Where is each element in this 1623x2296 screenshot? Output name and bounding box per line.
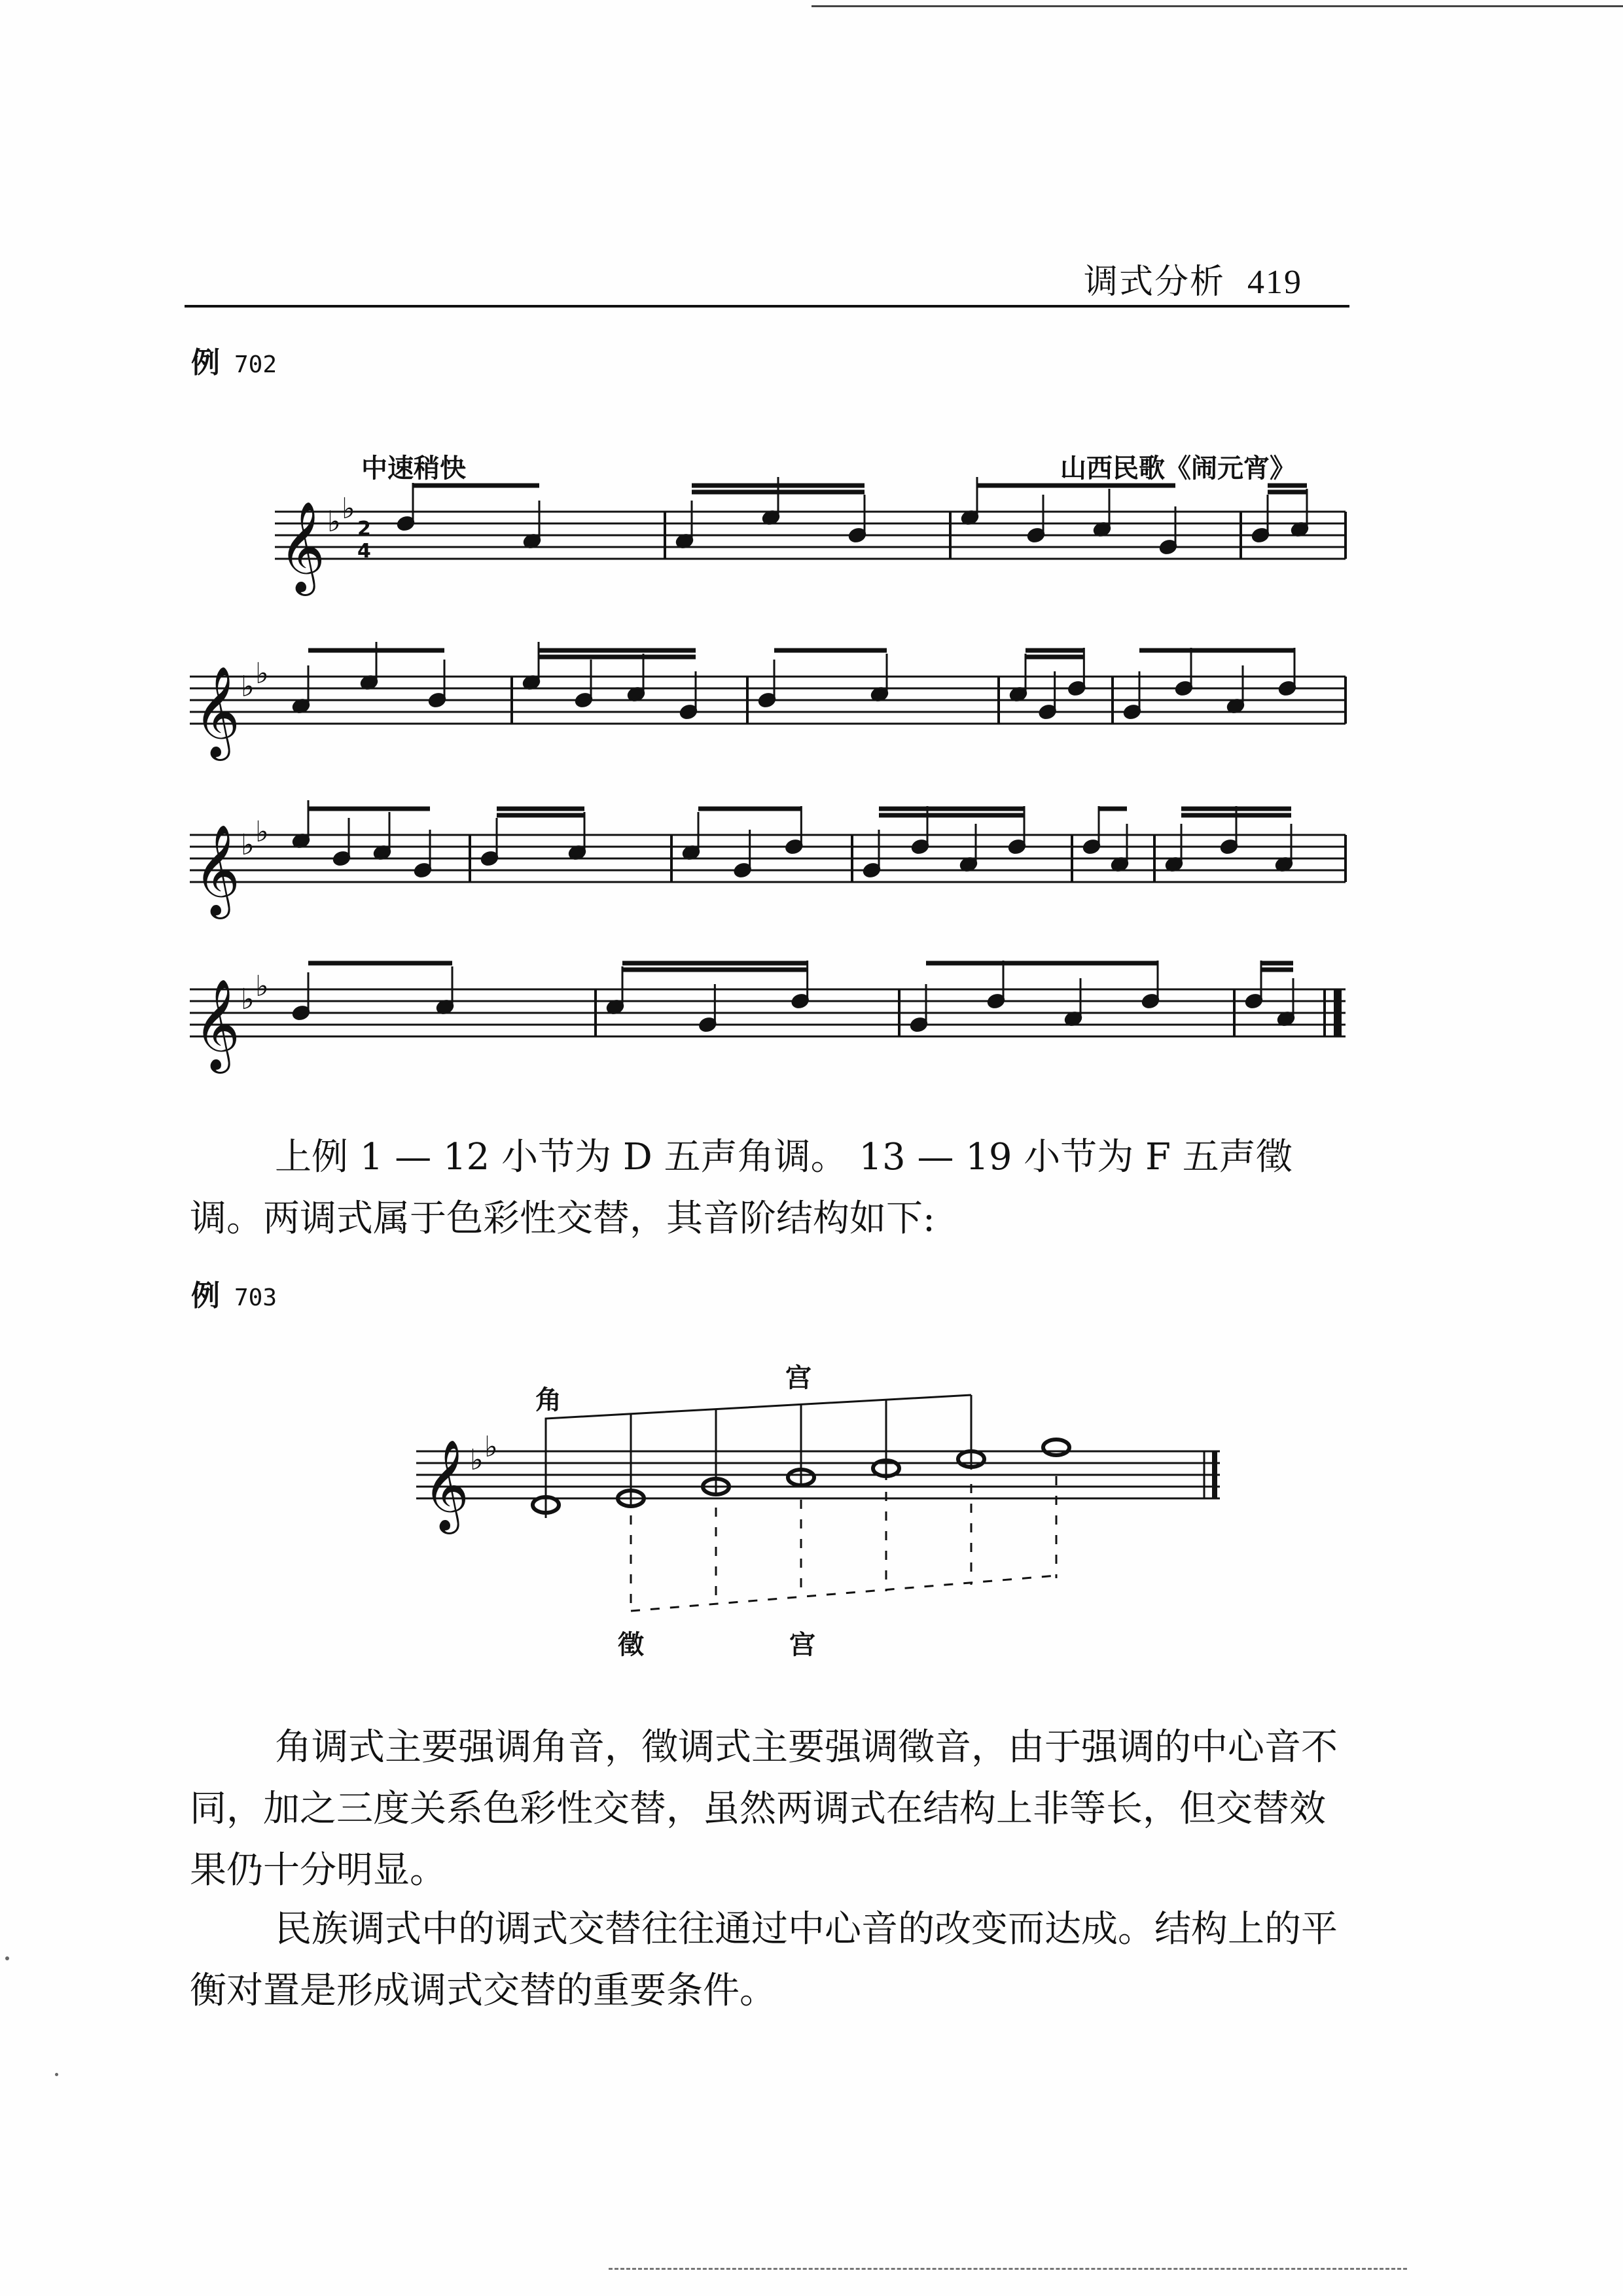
flat-icon: ♭ — [255, 970, 269, 1003]
treble-clef-icon: 𝄞 — [423, 1439, 469, 1530]
section-title: 调式分析 — [1083, 262, 1225, 302]
top-mode-label: 角 — [535, 1385, 562, 1415]
top-tonic-label: 宫 — [785, 1362, 812, 1393]
flat-icon: ♭ — [484, 1430, 498, 1464]
scan-speck — [55, 2073, 58, 2076]
whole-note — [1043, 1439, 1069, 1455]
treble-clef-icon: 𝄞 — [194, 979, 240, 1070]
tempo-marking: 中速稍快 — [361, 453, 466, 484]
flat-icon: ♭ — [255, 815, 269, 849]
scan-speck — [5, 1956, 9, 1960]
paragraph-conclusion: 民族调式中的调式交替往往通过中心音的改变而达成。结构上的平衡对置是形成调式交替的重要条件。 — [190, 1908, 1338, 2012]
flat-icon: ♭ — [255, 657, 269, 690]
flat-icon: ♭ — [241, 983, 255, 1016]
example-703-label: 例 703 — [191, 1279, 277, 1313]
melody-notes — [292, 477, 1310, 1033]
flat-icon: ♭ — [470, 1443, 484, 1477]
treble-clef-icon: 𝄞 — [194, 666, 240, 757]
flat-icon: ♭ — [342, 492, 355, 525]
staff-system-4 — [190, 989, 1346, 1036]
flat-icon: ♭ — [327, 505, 341, 539]
bottom-tonic-label: 宫 — [789, 1629, 815, 1660]
bottom-scan-rule — [609, 2268, 1407, 2270]
treble-clef-icon: 𝄞 — [279, 501, 325, 592]
flat-icon: ♭ — [241, 670, 255, 703]
page-number: 419 — [1247, 264, 1302, 301]
bottom-mode-label: 徵 — [618, 1629, 644, 1660]
treble-clef-icon: 𝄞 — [194, 824, 240, 915]
paragraph-modulation-description: 上例 1 — 12 小节为 D 五声角调。 13 — 19 小节为 F 五声徵调。两调式属于色彩性交替，其音阶结构如下: — [190, 1136, 1293, 1240]
time-signature-top: 2 — [357, 518, 371, 540]
paragraph-emphasis-explanation: 角调式主要强调角音，徵调式主要强调徵音，由于强调的中心音不同，加之三度关系色彩性交替，虽然两调式在结构上非等长，但交替效果仍十分明显。 — [190, 1726, 1338, 1892]
time-signature-bottom: 4 — [357, 540, 371, 563]
example-702-label: 例 702 — [191, 346, 277, 380]
staff-system-1 — [275, 512, 1346, 559]
flat-icon: ♭ — [241, 828, 255, 862]
song-source: 山西民歌《闹元宵》 — [1060, 453, 1296, 484]
example-703-scale-diagram — [416, 1395, 1220, 1611]
